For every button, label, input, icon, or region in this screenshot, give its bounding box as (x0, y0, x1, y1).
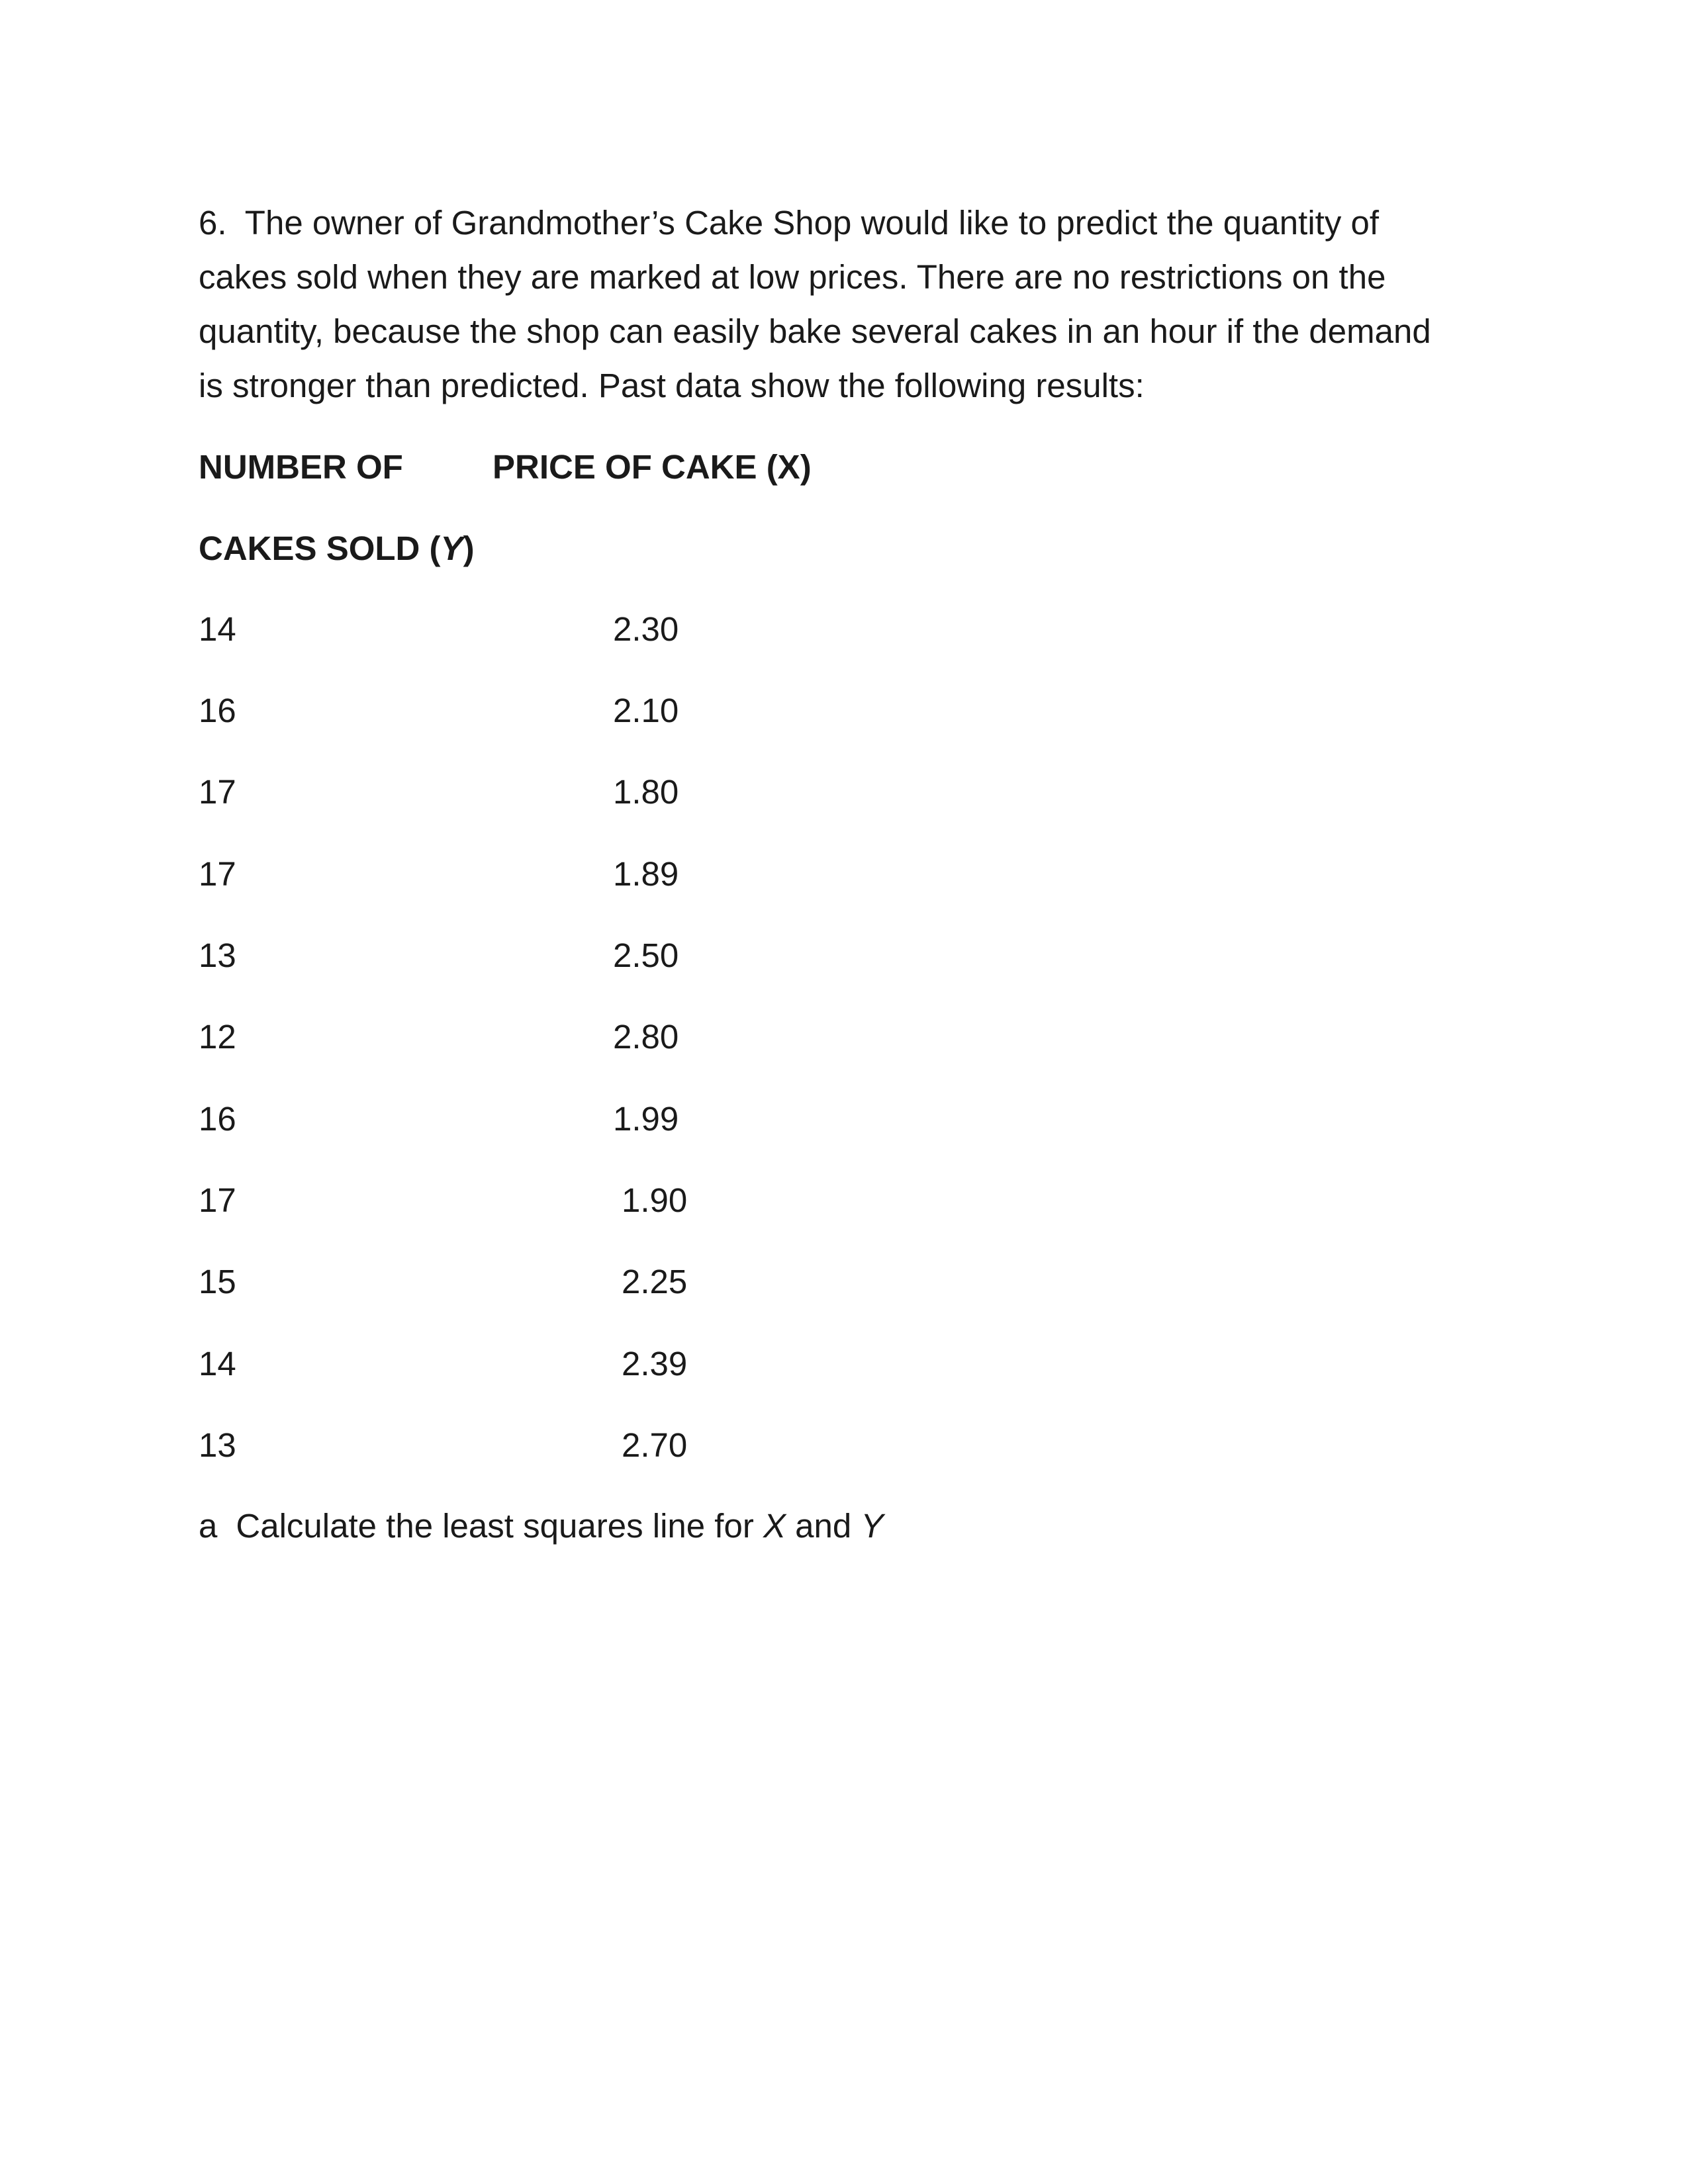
table-row (0, 857, 794, 897)
cell-price: 2.80 (613, 1018, 679, 1056)
cell-price: 1.99 (613, 1100, 679, 1138)
question-letter: a (199, 1507, 218, 1545)
cell-cakes-sold: 13 (199, 1426, 236, 1464)
variable-y: Y (440, 529, 463, 567)
problem-statement (199, 196, 1496, 413)
cell-price: 1.90 (622, 1181, 688, 1219)
cell-cakes-sold: 16 (199, 1100, 236, 1138)
problem-line-2: cakes sold when they are marked at low prices. There are no restrictions on the (199, 258, 1386, 296)
cell-price: 2.39 (622, 1345, 688, 1383)
cell-price: 2.10 (613, 692, 679, 729)
header-price-of-cake: PRICE OF CAKE (X) (492, 448, 812, 486)
cell-cakes-sold: 14 (199, 1345, 236, 1383)
problem-line-3: quantity, because the shop can easily bake several cakes in an hour if the demand (199, 312, 1431, 350)
cell-price: 1.80 (613, 773, 679, 811)
cell-price: 1.89 (613, 855, 679, 893)
cell-price: 2.50 (613, 936, 679, 974)
cell-cakes-sold: 13 (199, 936, 236, 974)
cell-price: 2.30 (613, 610, 679, 648)
variable-x: X (763, 1507, 786, 1545)
table-row (0, 1102, 794, 1142)
header-cakes-sold: CAKES SOLD (Y) (199, 529, 475, 567)
table-row (0, 694, 794, 733)
table-row (0, 1428, 794, 1468)
header-number-of: NUMBER OF (199, 448, 403, 486)
problem-number: 6. (199, 204, 227, 242)
table-row (0, 1347, 794, 1387)
cell-cakes-sold: 16 (199, 692, 236, 729)
cell-cakes-sold: 15 (199, 1263, 236, 1300)
cell-cakes-sold: 17 (199, 855, 236, 893)
problem-line-1: 6. The owner of Grandmother’s Cake Shop would like to predict the quantity of (199, 204, 1380, 242)
table-row (0, 1020, 794, 1060)
problem-line-4: is stronger than predicted. Past data show the following results: (199, 367, 1145, 404)
cell-cakes-sold: 14 (199, 610, 236, 648)
variable-y: Y (861, 1507, 884, 1545)
cell-price: 2.70 (622, 1426, 688, 1464)
cell-cakes-sold: 12 (199, 1018, 236, 1056)
table-row (0, 612, 794, 652)
question-a: a Calculate the least squares line for X and Y (199, 1507, 884, 1545)
cell-price: 2.25 (622, 1263, 688, 1300)
table-row (0, 938, 794, 978)
cell-cakes-sold: 17 (199, 773, 236, 811)
table-row (0, 1265, 794, 1304)
table-row (0, 775, 794, 815)
cell-cakes-sold: 17 (199, 1181, 236, 1219)
table-row (0, 1183, 794, 1223)
